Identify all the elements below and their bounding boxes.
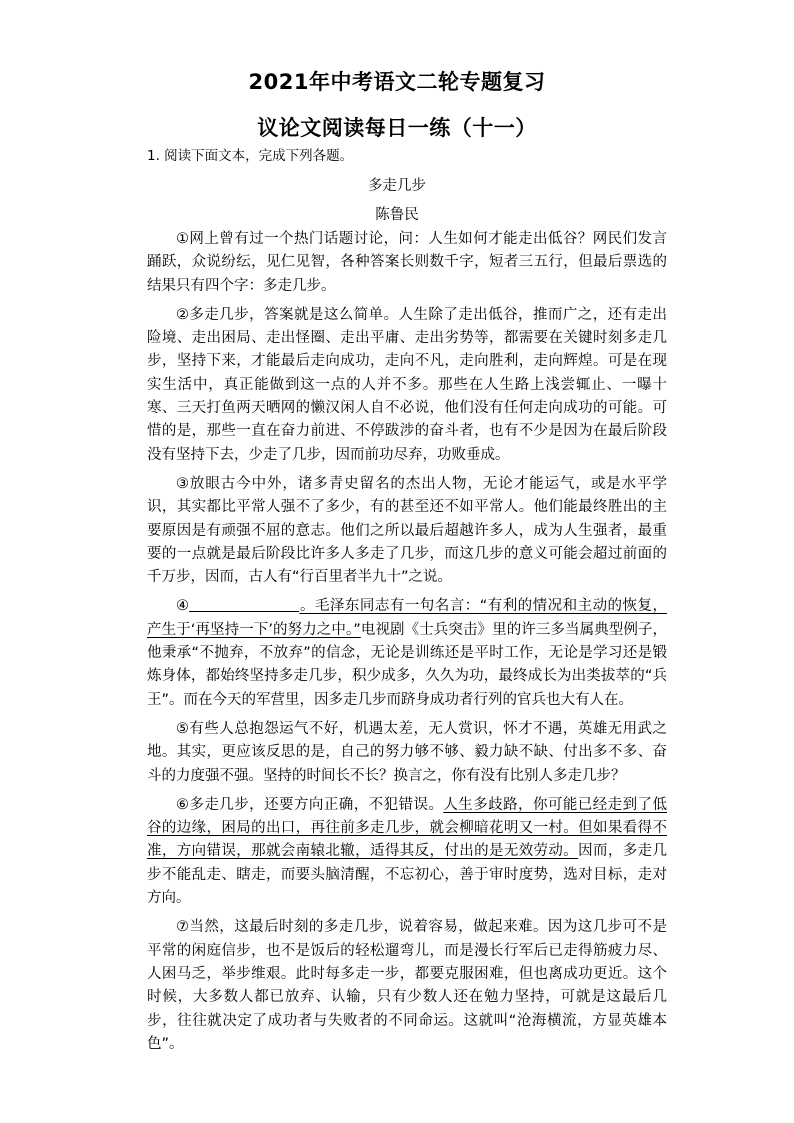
paragraph-4 xyxy=(147,595,667,711)
paragraph-2: ②多走几步，答案就是这么简单。人生除了走出低谷，推而广之，还有走出险境、走出困局、走出怪圈、走出平庸、走出劣势等，都需要在关键时刻多走几步，坚持下来，才能最后走向成功，走向不凡，走向胜利，走向辉煌。可是在现实生活中，真正能做到这一点的人并不多。那些在人生路上浅尝辄止、一曝十寒、三天打鱼两天晒网的懒汉闲人自不必说，他们没有任何走向成功的可能。可惜的是，那些一直在奋力前进、不停跋涉的奋斗者，也有不少是因为在最后阶段没有坚持下去，少走了几步，因而前功尽弃，功败垂成。 xyxy=(147,306,667,463)
paragraph-6-rest: 因而，多走几步不能乱走、瞎走，而要头脑清醒，不忘初心，善于审时度势，选对目标，走对方向。 xyxy=(147,843,668,907)
document-title: 2021年中考语文二轮专题复习 xyxy=(248,70,546,94)
paragraph-6-start: ⑥多走几步，还要方向正确，不犯错误。 xyxy=(176,796,444,813)
paragraph-4-rest: 电视剧《士兵突击》里的许三多当属典型例子，他秉承“不抛弃，不放弃”的信念，无论是训练还是平时工作，无论是学习还是锻炼身体，都始终坚持多走几步，积少成多，久久为功，最终成长为出类拔萃的“兵王”。而在今天的军营里，因多走几步而跻身成功者行列的官兵也大有人在。 xyxy=(147,621,668,708)
document-subtitle: 议论文阅读每日一练（十一） xyxy=(257,116,537,140)
paragraph-7: ⑦当然，这最后时刻的多走几步，说着容易，做起来难。因为这几步可不是平常的闲庭信步，也不是饭后的轻松遛弯儿，而是漫长行军后已走得筋疲力尽、人困马乏，举步维艰。此时每多走一步，都要克服困难，但也离成功更近。这个时候，大多数人都已放弃、认输，只有少数人还在勉力坚持，可就是这最后几步，往往就决定了成功者与失败者的不同命运。这就叫“沧海横流，方显英雄本色”。 xyxy=(147,919,667,1052)
article-body xyxy=(147,228,667,1062)
paragraph-5: ⑤有些人总抱怨运气不好，机遇太差，无人赏识，怀才不遇，英雄无用武之地。其实，更应该反思的是，自己的努力够不够、毅力缺不缺、付出多不多、奋斗的力度强不强。坚持的时间长不长？换言之，你有没有比别人多走几步？ xyxy=(147,720,667,784)
paragraph-4-underlined: 。毛泽东同志有一句名言：“有利的情况和主动的恢复，产生于‘再坚持一下’的努力之中。” xyxy=(147,598,667,638)
article-title: 多走几步 xyxy=(368,178,426,194)
paragraph-3: ③放眼古今中外，诸多青史留名的杰出人物，无论才能运气，或是水平学识，其实都比平常人强不了多少，有的甚至还不如平常人。他们能最终胜出的主要原因是有顽强不屈的意志。他们之所以最后超越许多人，成为人生强者，最重要的一点就是最后阶段比许多人多走了几步，而这几步的意义可能会超过前面的千万步，因而，古人有“行百里者半九十”之说。 xyxy=(147,475,667,586)
paragraph-6-underlined: 人生多歧路，你可能已经走到了低谷的边缘，困局的出口，再往前多走几步，就会柳暗花明又一村。但如果看得不准，方向错误，那就会南辕北辙，适得其反，付出的是无效劳动。 xyxy=(147,796,667,860)
paragraph-4-number: ④ xyxy=(176,598,190,615)
article-author: 陈鲁民 xyxy=(375,207,419,223)
fill-in-blank[interactable] xyxy=(189,597,299,612)
paragraph-6 xyxy=(147,794,667,910)
paragraph-1: ①网上曾有过一个热门话题讨论，问：人生如何才能走出低谷？网民们发言踊跃，众说纷纭，见仁见智，各种答案长则数千字，短者三五行，但最后票选的结果只有四个字：多走几步。 xyxy=(147,231,667,294)
question-instruction: 1. 阅读下面文本，完成下列各题。 xyxy=(147,148,354,164)
